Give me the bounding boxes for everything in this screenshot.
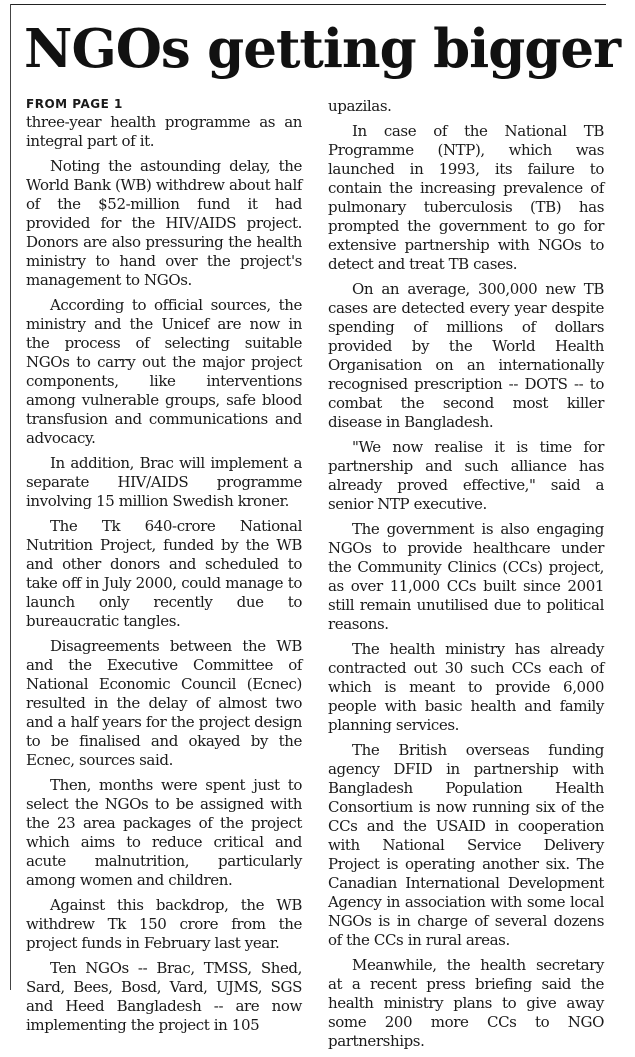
paragraph: The health ministry has already contracted out 30 such CCs each of which is meant to provide 6,000 people with basic health and family planning services. bbox=[328, 640, 604, 734]
paragraph: Disagreements between the WB and the Executive Committee of National Economic Council (Ecnec) resulted in the delay of almost two and a half years for the project design to be finalised and okayed by the Ecnec, sources said. bbox=[26, 637, 302, 769]
paragraph: The Tk 640-crore National Nutrition Project, funded by the WB and other donors and scheduled to take off in July 2000, could manage to launch only recently due to bureaucratic tangles. bbox=[26, 517, 302, 630]
paragraph: Then, months were spent just to select the NGOs to be assigned with the 23 area packages of the project which aims to reduce critical and acute malnutrition, particularly among women and children. bbox=[26, 776, 302, 889]
paragraph: In addition, Brac will implement a separate HIV/AIDS programme involving 15 million Swedish kroner. bbox=[26, 454, 302, 510]
paragraph: upazilas. bbox=[328, 97, 392, 115]
paragraph: "We now realise it is time for partnership and such alliance has already proved effective," said a senior NTP executive. bbox=[328, 438, 604, 513]
headline: NGOs getting bigger bbox=[24, 18, 621, 80]
paragraph: Meanwhile, the health secretary at a recent press briefing said the health ministry plans to give away some 200 more CCs to NGO partnerships. bbox=[328, 956, 604, 1050]
paragraph: Against this backdrop, the WB withdrew Tk 150 crore from the project funds in February last year. bbox=[26, 896, 302, 952]
paragraph: three-year health programme as an integral part of it. bbox=[26, 113, 302, 150]
left-column-rule bbox=[10, 4, 11, 990]
kicker: FROM PAGE 1 bbox=[26, 97, 123, 111]
paragraph: The government is also engaging NGOs to provide healthcare under the Community Clinics (CCs) project, as over 11,000 CCs built since 2001 still remain unutilised due to political reasons. bbox=[328, 520, 604, 633]
paragraph: According to official sources, the ministry and the Unicef are now in the process of selecting suitable NGOs to carry out the major project components, like interventions among vulnerable groups, safe blood transfusion and communications and advocacy. bbox=[26, 296, 302, 447]
paragraph: Ten NGOs -- Brac, TMSS, Shed, Sard, Bees, Bosd, Vard, UJMS, SGS and Heed Bangladesh -- are now implementing the project in 105 bbox=[26, 959, 302, 1034]
right-column bbox=[328, 97, 604, 1057]
paragraph: On an average, 300,000 new TB cases are detected every year despite spending of millions of dollars provided by the World Health Organisation on an internationally recognised prescription -- DOTS -- to combat the second most killer disease in Bangladesh. bbox=[328, 280, 604, 431]
paragraph: Noting the astounding delay, the World Bank (WB) withdrew about half of the $52-million fund it had provided for the HIV/AIDS project. Donors are also pressuring the health ministry to hand over the project's management to NGOs. bbox=[26, 157, 302, 289]
top-rule bbox=[10, 4, 606, 5]
left-column bbox=[26, 97, 302, 1041]
paragraph: The British overseas funding agency DFID in partnership with Bangladesh Population Health Consortium is now running six of the CCs and the USAID in cooperation with National Service Delivery Project is operating another six. The Canadian International Development Agency in association with some local NGOs is in charge of several dozens of the CCs in rural areas. bbox=[328, 741, 604, 949]
paragraph: In case of the National TB Programme (NTP), which was launched in 1993, its failure to contain the increasing prevalence of pulmonary tuberculosis (TB) has prompted the government to go for extensive partnership with NGOs to detect and treat TB cases. bbox=[328, 122, 604, 273]
